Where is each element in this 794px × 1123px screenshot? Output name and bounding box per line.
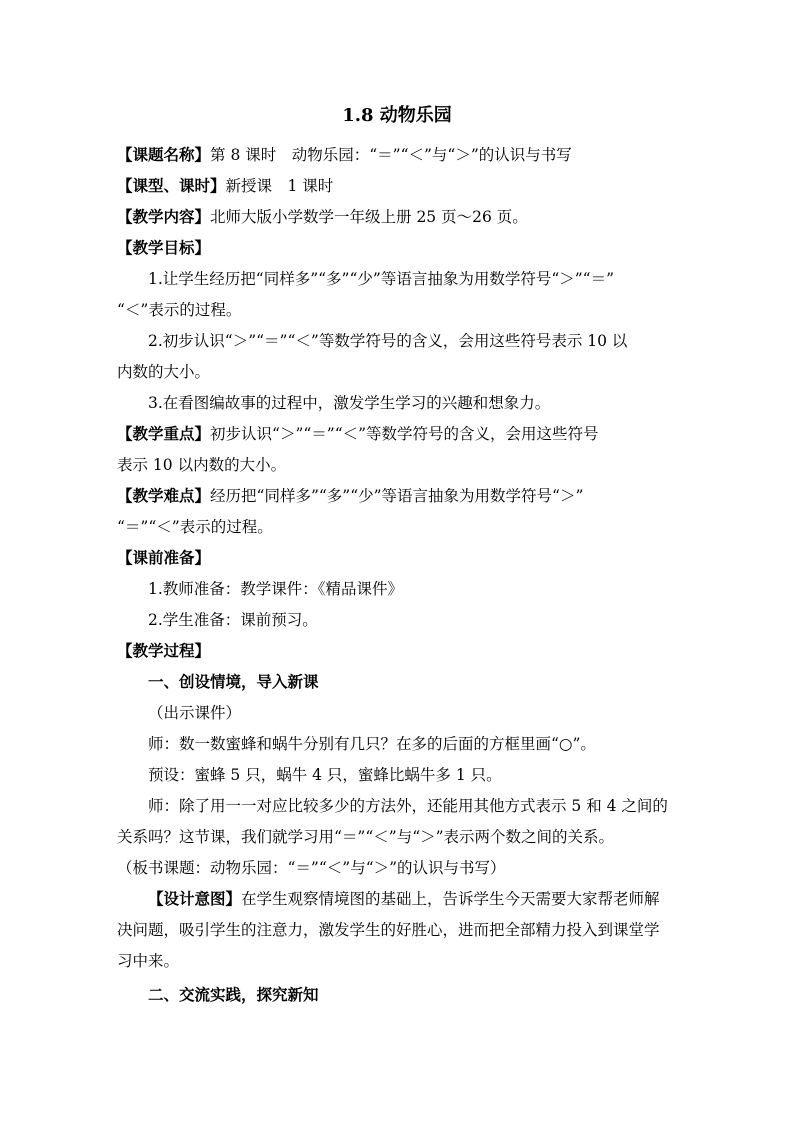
section-2-heading: 二、交流实践，探究新知 [148, 985, 319, 1004]
section-1-line-5: 关系吗？这节课，我们就学习用“＝”“＜”与“＞”表示两个数之间的关系。 [117, 828, 615, 846]
design-text-a: 在学生观察情境图的基础上，告诉学生今天需要大家帮老师解 [241, 890, 660, 908]
goal-2-line-a: 2.初步认识“＞”“＝”“＜”等数学符号的含义，会用这些符号表示 10 以 [148, 332, 628, 350]
prep-item-2: 2.学生准备：课前预习。 [148, 611, 318, 629]
type-label: 【课型、课时】 [117, 176, 226, 195]
goal-2-line-b: 内数的大小。 [117, 363, 211, 381]
goal-1-line-b: “＜”表示的过程。 [117, 301, 242, 319]
goals-label: 【教学目标】 [117, 238, 211, 257]
prep-label: 【课前准备】 [117, 548, 211, 567]
goal-1-line-a: 1.让学生经历把“同样多”“多”“少”等语言抽象为用数学符号“＞”“＝” [148, 270, 615, 288]
key-line-a [117, 419, 697, 449]
content-line [117, 202, 697, 232]
topic-label: 【课题名称】 [117, 145, 211, 164]
content-text: 北师大版小学数学一年级上册 25 页～26 页。 [210, 208, 528, 226]
page-title: 1.8 动物乐园 [342, 105, 452, 126]
section-1-line-6: （板书课题：动物乐园：“＝”“＜”与“＞”的认识与书写） [117, 859, 506, 877]
design-line-c: 习中来。 [117, 952, 180, 970]
key-line-b: 表示 10 以内数的大小。 [117, 456, 287, 474]
content-label: 【教学内容】 [117, 207, 211, 226]
key-label: 【教学重点】 [117, 424, 211, 443]
design-label: 【设计意图】 [148, 889, 242, 908]
process-label: 【教学过程】 [117, 641, 211, 660]
design-line-b: 决问题，吸引学生的注意力，激发学生的好胜心，进而把全部精力投入到课堂学 [117, 921, 660, 939]
key-text-a: 初步认识“＞”“＝”“＜”等数学符号的含义，会用这些符号 [210, 425, 599, 443]
difficulty-label: 【教学难点】 [117, 486, 211, 505]
type-line [117, 171, 697, 201]
goal-3-line: 3.在看图编故事的过程中，激发学生学习的兴趣和想象力。 [148, 394, 551, 412]
section-1-line-1: （出示课件） [148, 704, 242, 722]
topic-line [117, 140, 697, 170]
section-1-line-2: 师：数一数蜜蜂和蜗牛分别有几只？在多的后面的方框里画“○”。 [148, 735, 596, 753]
design-line-a [148, 884, 728, 914]
difficulty-line-b: “＝”“＜”表示的过程。 [117, 518, 273, 536]
section-1-heading: 一、创设情境，导入新课 [148, 672, 319, 691]
section-1-line-3: 预设：蜜蜂 5 只，蜗牛 4 只，蜜蜂比蜗牛多 1 只。 [148, 766, 502, 784]
type-text: 新授课 1 课时 [225, 177, 334, 195]
topic-text: 第 8 课时 动物乐园：“＝”“＜”与“＞”的认识与书写 [210, 146, 572, 164]
prep-item-1: 1.教师准备：教学课件：《精品课件》 [148, 580, 404, 598]
difficulty-line-a [117, 481, 697, 511]
section-1-line-4: 师：除了用一一对应比较多少的方法外，还能用其他方式表示 5 和 4 之间的 [148, 797, 668, 815]
difficulty-text-a: 经历把“同样多”“多”“少”等语言抽象为用数学符号“＞” [210, 487, 584, 505]
